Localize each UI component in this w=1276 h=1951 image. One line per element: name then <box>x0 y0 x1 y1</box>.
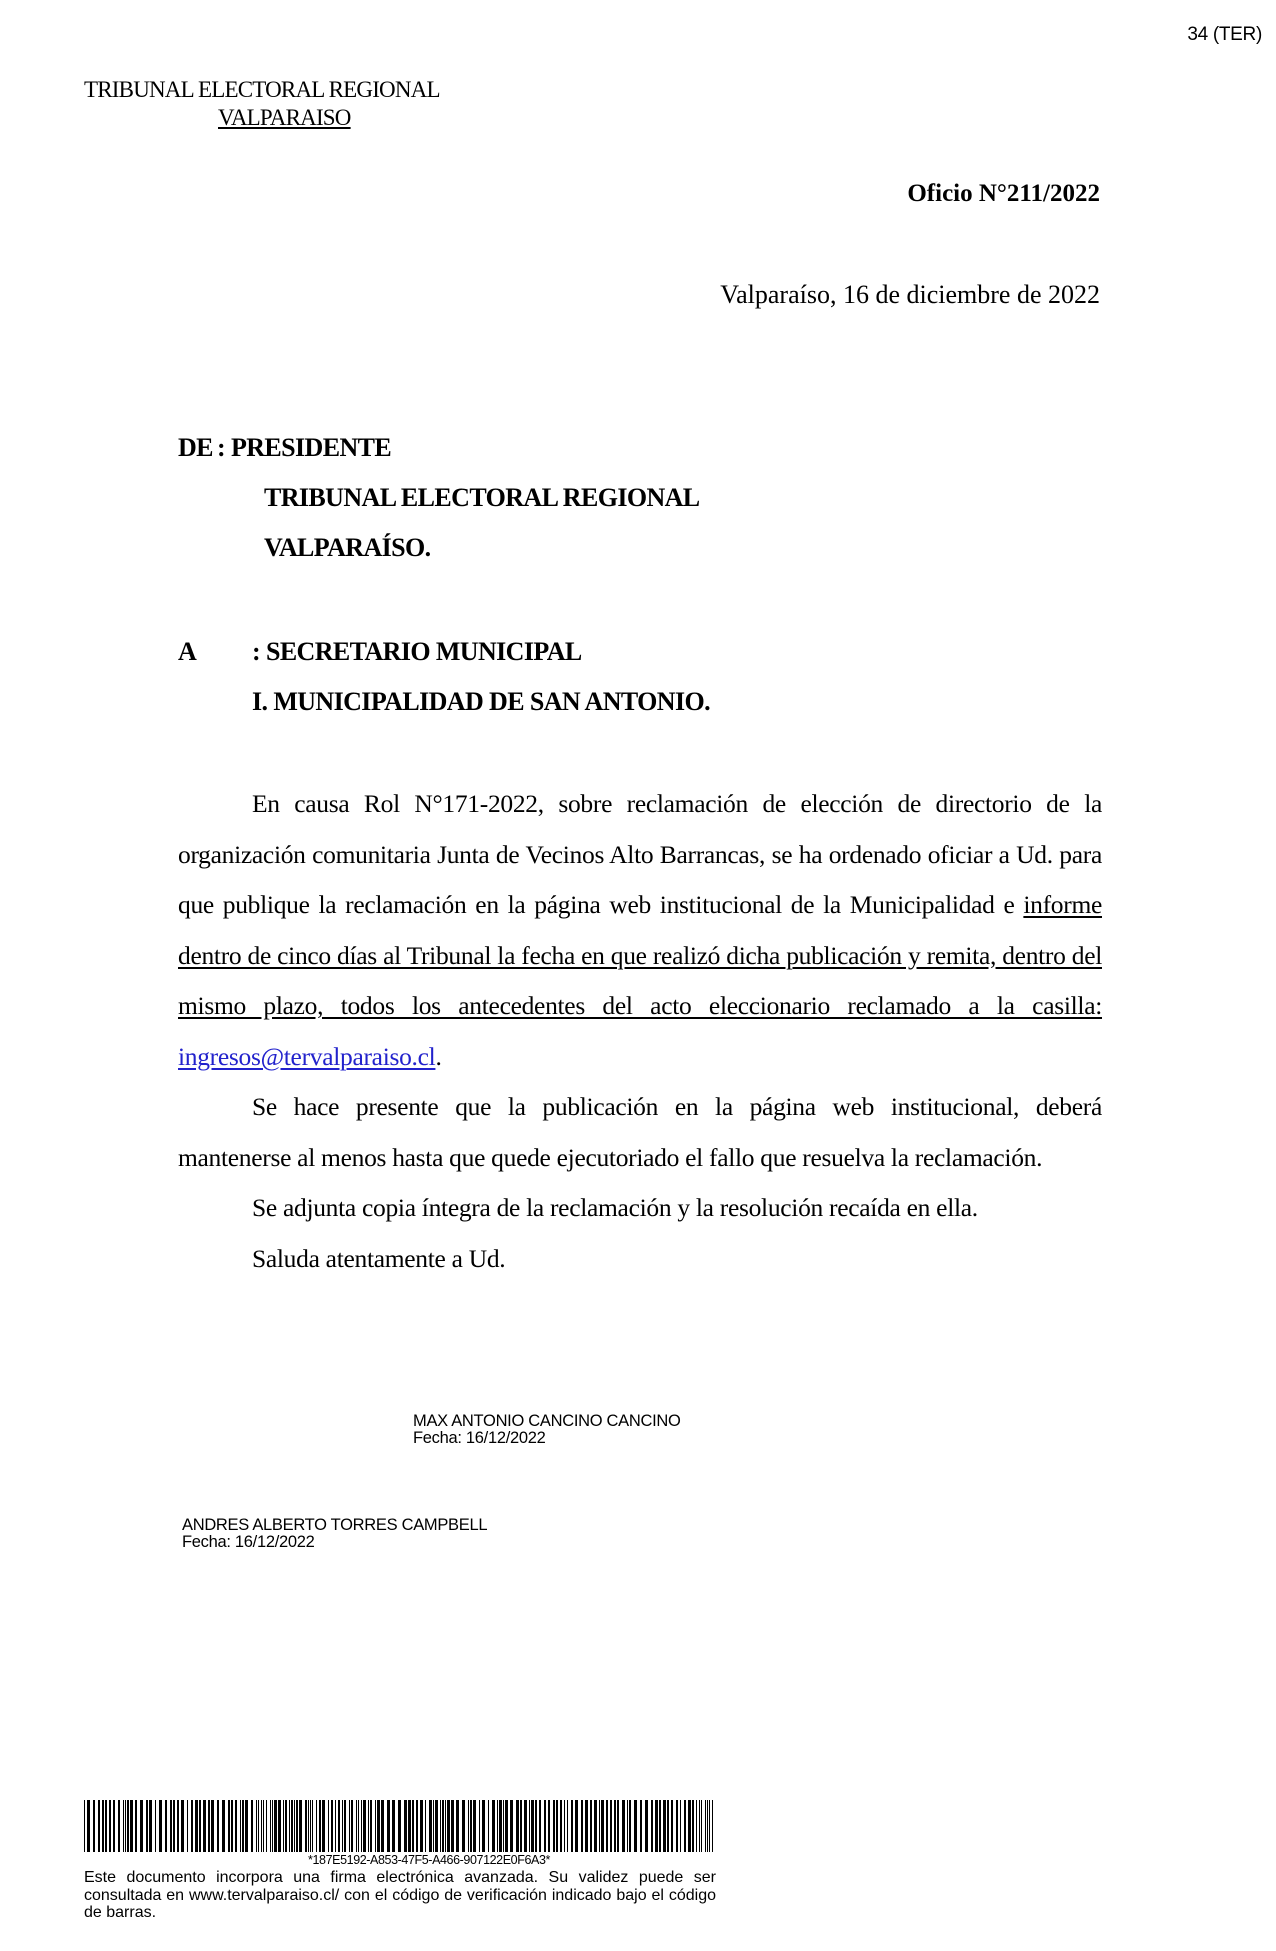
barcode-bar <box>712 1800 713 1852</box>
signature-date: Fecha: 16/12/2022 <box>182 1533 315 1551</box>
barcode-bar <box>610 1800 612 1852</box>
barcode-bar <box>328 1800 329 1852</box>
barcode-bar <box>707 1800 708 1852</box>
barcode-bar <box>553 1800 555 1852</box>
body-paragraph-1 <box>178 779 1102 1082</box>
barcode-bar <box>505 1800 508 1852</box>
barcode-bar <box>497 1800 498 1852</box>
signer-name: ANDRES ALBERTO TORRES CAMPBELL <box>182 1516 488 1534</box>
barcode-bar <box>425 1800 426 1852</box>
barcode-bar <box>377 1800 380 1852</box>
barcode-bar <box>258 1800 259 1852</box>
barcode-bar <box>130 1800 133 1852</box>
barcode-bar <box>531 1800 534 1852</box>
letterhead-city: VALPARAISO <box>218 105 351 130</box>
signature-block <box>413 1413 681 1447</box>
barcode-bar <box>165 1800 167 1852</box>
barcode-bar <box>261 1800 262 1852</box>
barcode-bar <box>266 1800 267 1852</box>
barcode-bar <box>548 1800 550 1852</box>
barcode-bar <box>575 1800 578 1852</box>
body-paragraph-4: Saluda atentamente a Ud. <box>252 1243 506 1273</box>
letterhead-institution: TRIBUNAL ELECTORAL REGIONAL <box>84 77 440 102</box>
barcode-bar <box>195 1800 198 1852</box>
barcode-bar <box>404 1800 407 1852</box>
barcode-bar <box>510 1800 513 1852</box>
barcode-bar <box>140 1800 143 1852</box>
barcode-bar <box>159 1800 162 1852</box>
barcode-bar <box>344 1800 346 1852</box>
barcode-bar <box>470 1800 472 1852</box>
body-paragraph-3: Se adjunta copia íntegra de la reclamación y la resolución recaída en ella. <box>252 1193 978 1222</box>
barcode-bar <box>335 1800 336 1852</box>
barcode-bar <box>663 1800 666 1852</box>
barcode-bar <box>667 1800 669 1852</box>
email-link[interactable]: ingresos@tervalparaiso.cl <box>178 1041 436 1071</box>
barcode-bar <box>629 1800 631 1852</box>
barcode-bar <box>222 1800 225 1852</box>
barcode-bar <box>263 1800 264 1852</box>
barcode-bar <box>231 1800 233 1852</box>
barcode-bar <box>123 1800 124 1852</box>
barcode-bar <box>606 1800 608 1852</box>
barcode-bar <box>468 1800 469 1852</box>
barcode-bar <box>617 1800 619 1852</box>
from-line: VALPARAÍSO. <box>264 533 431 562</box>
barcode-bar <box>544 1800 546 1852</box>
to-line: I. MUNICIPALIDAD DE SAN ANTONIO. <box>252 687 711 716</box>
barcode-bar <box>270 1800 271 1852</box>
barcode-bar <box>211 1800 214 1852</box>
barcode-bar <box>87 1800 90 1852</box>
barcode-bar <box>420 1800 423 1852</box>
barcode-bar <box>392 1800 395 1852</box>
barcode-bar <box>208 1800 210 1852</box>
barcode-bar <box>173 1800 175 1852</box>
barcode-bar <box>529 1800 530 1852</box>
barcode-bar <box>235 1800 237 1852</box>
barcode-bar <box>203 1800 206 1852</box>
barcode-bar <box>387 1800 390 1852</box>
barcode-bar <box>316 1800 317 1852</box>
letter-body <box>178 779 1102 1284</box>
barcode-bar <box>640 1800 642 1852</box>
barcode-bar <box>289 1800 290 1852</box>
barcode-bar <box>539 1800 541 1852</box>
barcode-bar <box>433 1800 434 1852</box>
barcode-bar <box>556 1800 558 1852</box>
signature-date: Fecha: 16/12/2022 <box>413 1429 546 1447</box>
barcode-bar <box>375 1800 376 1852</box>
barcode-bar <box>684 1800 686 1852</box>
barcode-bar <box>688 1800 691 1852</box>
date-line: Valparaíso, 16 de diciembre de 2022 <box>720 280 1100 309</box>
barcode-bar <box>560 1800 562 1852</box>
barcode-bar <box>299 1800 302 1852</box>
barcode-bar <box>488 1800 489 1852</box>
barcode-bar <box>585 1800 588 1852</box>
barcode-bar <box>349 1800 350 1852</box>
barcode-bar <box>429 1800 432 1852</box>
barcode-bar <box>358 1800 359 1852</box>
barcode-bar <box>251 1800 253 1852</box>
barcode-bar <box>127 1800 129 1852</box>
from-line: TRIBUNAL ELECTORAL REGIONAL <box>264 483 700 512</box>
barcode-bar <box>274 1800 277 1852</box>
barcode-bar <box>113 1800 115 1852</box>
barcode-bar <box>149 1800 152 1852</box>
page-number: 34 (TER) <box>1187 24 1262 45</box>
barcode-bar <box>177 1800 179 1852</box>
barcode-bar <box>456 1800 459 1852</box>
barcode-bar <box>109 1800 111 1852</box>
barcode-bar <box>125 1800 126 1852</box>
barcode-bar <box>599 1800 600 1852</box>
barcode-bar <box>516 1800 519 1852</box>
barcode-bar <box>283 1800 284 1852</box>
barcode-bar <box>408 1800 411 1852</box>
verification-footer <box>84 1800 714 1922</box>
barcode-bar <box>310 1800 311 1852</box>
barcode-bar <box>567 1800 568 1852</box>
barcode-bar <box>435 1800 438 1852</box>
barcode-bar <box>709 1800 710 1852</box>
barcode-bar <box>155 1800 156 1852</box>
barcode-bar <box>102 1800 104 1852</box>
barcode-bar <box>659 1800 661 1852</box>
barcode-bar <box>451 1800 454 1852</box>
to-line: : SECRETARIO MUNICIPAL <box>252 637 582 666</box>
barcode-bar <box>296 1800 298 1852</box>
barcode <box>84 1800 714 1852</box>
barcode-bar <box>705 1800 706 1852</box>
barcode-bar <box>701 1800 702 1852</box>
barcode-bar <box>447 1800 450 1852</box>
barcode-bar <box>462 1800 465 1852</box>
document-number: Oficio N°211/2022 <box>907 180 1100 207</box>
barcode-bar <box>135 1800 137 1852</box>
barcode-bar <box>692 1800 694 1852</box>
barcode-bar <box>146 1800 148 1852</box>
barcode-bar <box>564 1800 565 1852</box>
barcode-bar <box>361 1800 362 1852</box>
barcode-bar <box>351 1800 353 1852</box>
barcode-bar <box>416 1800 418 1852</box>
barcode-bar <box>696 1800 697 1852</box>
body-p1-text: En causa Rol N°171-2022, sobre reclamación de elección de directorio de la organización comunitaria Junta de Vecinos Alto Barrancas, se ha ordenado oficiar a Ud. para que publique la reclamación en la página web institucional de la Municipalidad e <box>178 789 1102 919</box>
barcode-bar <box>671 1800 673 1852</box>
body-paragraph-2: Se hace presente que la publicación en la página web institucional, deberá mantenerse al menos hasta que quede ejecutoriado el fallo que resuelva la reclamación. <box>178 1092 1102 1172</box>
barcode-bar <box>676 1800 678 1852</box>
barcode-bar <box>181 1800 184 1852</box>
verification-notice: Este documento incorpora una firma electrónica avanzada. Su validez puede ser consultada en www.tervalparaiso.cl/ con el código de verificación indicado bajo el código de barras. <box>84 1869 716 1921</box>
barcode-bar <box>187 1800 188 1852</box>
barcode-bar <box>322 1800 325 1852</box>
barcode-bar <box>118 1800 120 1852</box>
barcode-bar <box>479 1800 480 1852</box>
barcode-bar <box>581 1800 583 1852</box>
barcode-bar <box>217 1800 219 1852</box>
barcode-bar <box>412 1800 414 1852</box>
barcode-bar <box>338 1800 340 1852</box>
barcode-bar <box>319 1800 321 1852</box>
barcode-bar <box>440 1800 441 1852</box>
barcode-bar <box>622 1800 625 1852</box>
barcode-bar <box>482 1800 485 1852</box>
body-p1-end: . <box>435 1041 442 1071</box>
barcode-bar <box>199 1800 201 1852</box>
barcode-bar <box>356 1800 357 1852</box>
barcode-bar <box>84 1800 85 1852</box>
barcode-bar <box>499 1800 502 1852</box>
barcode-bar <box>331 1800 333 1852</box>
barcode-bar <box>699 1800 700 1852</box>
barcode-bar <box>594 1800 597 1852</box>
barcode-bar <box>308 1800 309 1852</box>
barcode-bar <box>191 1800 193 1852</box>
barcode-bar <box>520 1800 522 1852</box>
barcode-bar <box>368 1800 369 1852</box>
barcode-bar <box>492 1800 495 1852</box>
barcode-bar <box>240 1800 241 1852</box>
barcode-bar <box>571 1800 573 1852</box>
from-line: : PRESIDENTE <box>217 433 392 462</box>
barcode-bar <box>398 1800 401 1852</box>
barcode-bar <box>445 1800 446 1852</box>
barcode-bar <box>680 1800 681 1852</box>
barcode-bar <box>291 1800 293 1852</box>
barcode-bar <box>655 1800 658 1852</box>
barcode-bar <box>370 1800 372 1852</box>
barcode-bar <box>645 1800 648 1852</box>
barcode-bar <box>242 1800 244 1852</box>
to-label: A <box>178 637 197 666</box>
barcode-bar <box>294 1800 295 1852</box>
barcode-bar <box>473 1800 476 1852</box>
barcode-bar <box>627 1800 628 1852</box>
barcode-bar <box>524 1800 527 1852</box>
barcode-bar <box>634 1800 637 1852</box>
barcode-bar <box>535 1800 537 1852</box>
verification-code: *187E5192-A853-47F5-A466-907122E0F6A3* <box>308 1853 550 1867</box>
letterhead <box>84 76 504 132</box>
barcode-bar <box>590 1800 592 1852</box>
barcode-bar <box>442 1800 444 1852</box>
body-p1-underlined: informe dentro de cinco días al Tribunal la fecha en que realizó dicha publicación y remita, dentro del mismo plazo, todos los antecedentes del acto eleccionario reclamado a la casilla: <box>178 890 1102 1020</box>
barcode-bar <box>305 1800 307 1852</box>
barcode-bar <box>381 1800 384 1852</box>
barcode-bar <box>228 1800 230 1852</box>
signature-block <box>182 1517 487 1551</box>
barcode-bar <box>272 1800 273 1852</box>
barcode-bar <box>285 1800 287 1852</box>
barcode-bar <box>363 1800 366 1852</box>
barcode-bar <box>105 1800 107 1852</box>
barcode-bar <box>245 1800 248 1852</box>
barcode-bar <box>98 1800 100 1852</box>
barcode-bar <box>342 1800 343 1852</box>
barcode-bar <box>93 1800 95 1852</box>
barcode-bar <box>256 1800 257 1852</box>
barcode-bar <box>614 1800 616 1852</box>
barcode-bar <box>601 1800 604 1852</box>
signer-name: MAX ANTONIO CANCINO CANCINO <box>413 1412 681 1430</box>
barcode-bar <box>170 1800 172 1852</box>
barcode-bar <box>651 1800 653 1852</box>
barcode-bar <box>312 1800 313 1852</box>
from-label: DE <box>178 433 213 462</box>
barcode-bar <box>503 1800 504 1852</box>
barcode-bar <box>278 1800 281 1852</box>
